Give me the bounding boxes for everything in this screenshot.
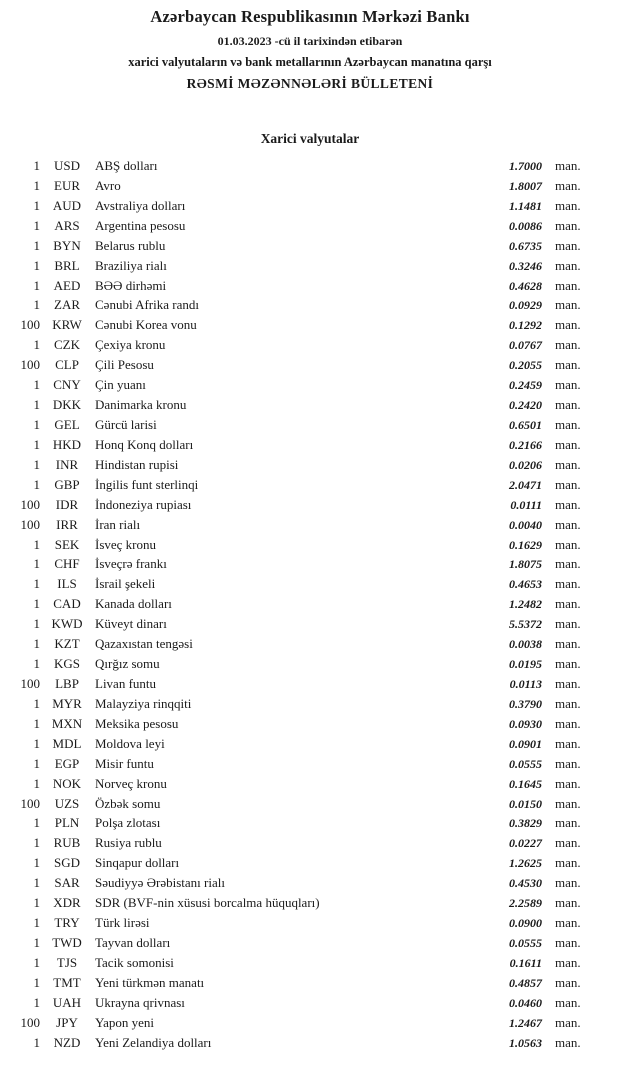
currency-name: BƏƏ dirhəmi — [95, 277, 167, 293]
currency-quantity: 1 — [33, 895, 40, 911]
currency-name: Livan funtu — [95, 675, 157, 691]
rate-row — [6, 395, 590, 415]
unit-suffix: man. — [555, 636, 581, 652]
currency-rate: 0.4628 — [509, 278, 542, 293]
currency-name: Yeni Zelandiya dolları — [95, 1034, 212, 1050]
rate-row — [6, 714, 590, 734]
currency-name: Yeni türkmən manatı — [95, 974, 205, 990]
unit-suffix: man. — [555, 1034, 581, 1050]
section-title-foreign-currencies: Xarici valyutalar — [260, 131, 360, 146]
currency-quantity: 1 — [33, 456, 40, 472]
currency-rate: 0.0150 — [509, 796, 542, 811]
unit-suffix: man. — [555, 656, 581, 672]
currency-code: TJS — [56, 954, 78, 970]
currency-quantity: 1 — [33, 576, 40, 592]
rate-row — [6, 933, 590, 953]
currency-name: İngilis funt sterlinqi — [95, 476, 199, 492]
rate-row — [6, 674, 590, 694]
rate-row — [6, 614, 590, 634]
currency-name: Misir funtu — [95, 755, 154, 771]
unit-suffix: man. — [555, 915, 581, 931]
currency-name: Tacik somonisi — [95, 954, 174, 970]
currency-quantity: 1 — [33, 616, 40, 632]
currency-name: Malayziya rinqqiti — [95, 695, 192, 711]
rates-table-body — [0, 156, 620, 1052]
currency-name: Özbək somu — [95, 795, 161, 811]
currency-quantity: 1 — [33, 556, 40, 572]
currency-name: Meksika pesosu — [95, 715, 179, 731]
currency-quantity: 1 — [33, 636, 40, 652]
currency-name: Hindistan rupisi — [95, 456, 179, 472]
currency-rate: 0.0930 — [509, 716, 542, 731]
currency-rate: 0.0195 — [509, 657, 542, 672]
currency-rate: 1.0563 — [509, 1035, 542, 1050]
rate-row — [6, 1013, 590, 1033]
currency-quantity: 100 — [20, 357, 40, 373]
currency-rate: 0.2459 — [509, 378, 542, 393]
rate-row — [6, 774, 590, 794]
currency-code: BYN — [53, 237, 81, 253]
currency-rate: 0.0086 — [509, 218, 542, 233]
currency-quantity: 1 — [33, 994, 40, 1010]
currency-quantity: 1 — [33, 915, 40, 931]
currency-name: Cənubi Korea vonu — [95, 317, 197, 333]
currency-rate: 0.4530 — [509, 876, 542, 891]
rate-row — [6, 475, 590, 495]
currency-name: Çexiya kronu — [95, 337, 166, 353]
currency-quantity: 1 — [33, 835, 40, 851]
unit-suffix: man. — [555, 476, 581, 492]
currency-code: CAD — [53, 596, 81, 612]
rate-row — [6, 893, 590, 913]
currency-quantity: 1 — [33, 177, 40, 193]
currency-code: IDR — [55, 496, 79, 512]
unit-suffix: man. — [555, 855, 581, 871]
currency-name: Çin yuanı — [95, 377, 146, 393]
currency-quantity: 1 — [33, 416, 40, 432]
unit-suffix: man. — [555, 297, 581, 313]
rate-row — [6, 754, 590, 774]
unit-suffix: man. — [555, 257, 581, 273]
currency-rate: 0.0113 — [509, 676, 542, 691]
currency-quantity: 1 — [33, 397, 40, 413]
unit-suffix: man. — [555, 974, 581, 990]
currency-rate: 0.0206 — [509, 457, 542, 472]
unit-suffix: man. — [555, 217, 581, 233]
currency-quantity: 1 — [33, 237, 40, 253]
currency-rate: 1.2625 — [509, 856, 542, 871]
document-header — [0, 7, 620, 92]
currency-rate: 0.6501 — [509, 417, 542, 432]
currency-quantity: 100 — [20, 675, 40, 691]
rate-row — [6, 335, 590, 355]
currency-quantity: 1 — [33, 974, 40, 990]
effective-date-line: 01.03.2023 -cü il tarixindən etibarən — [217, 34, 403, 48]
rate-row — [6, 694, 590, 714]
rate-row — [6, 495, 590, 515]
rate-row — [6, 295, 590, 315]
currency-rate: 0.0227 — [509, 836, 542, 851]
currency-name: Polşa zlotası — [95, 815, 161, 831]
currency-name: Tayvan dolları — [95, 934, 171, 950]
unit-suffix: man. — [555, 536, 581, 552]
unit-suffix: man. — [555, 675, 581, 691]
currency-name: Sinqapur dolları — [95, 855, 180, 871]
currency-rate: 0.4857 — [509, 975, 542, 990]
currency-quantity: 1 — [33, 476, 40, 492]
unit-suffix: man. — [555, 616, 581, 632]
rate-row — [6, 515, 590, 535]
currency-quantity: 1 — [33, 934, 40, 950]
currency-rate: 0.1629 — [509, 537, 542, 552]
rate-row — [6, 953, 590, 973]
currency-code: ILS — [57, 576, 77, 592]
rate-row — [6, 734, 590, 754]
rate-row — [6, 1033, 590, 1053]
currency-rate: 0.0901 — [509, 736, 542, 751]
currency-quantity: 1 — [33, 277, 40, 293]
currency-quantity: 1 — [33, 337, 40, 353]
currency-code: NOK — [52, 775, 82, 791]
currency-name: Yapon yeni — [95, 1014, 154, 1030]
unit-suffix: man. — [555, 994, 581, 1010]
rate-row — [6, 415, 590, 435]
rate-row — [6, 176, 590, 196]
rate-row — [6, 813, 590, 833]
currency-quantity: 1 — [33, 596, 40, 612]
currency-name: Gürcü larisi — [95, 416, 157, 432]
unit-suffix: man. — [555, 934, 581, 950]
currency-code: KGS — [53, 656, 80, 672]
currency-rate: 0.1611 — [509, 955, 542, 970]
currency-rate: 0.1645 — [509, 776, 542, 791]
bulletin-title: RƏSMİ MƏZƏNNƏLƏRİ BÜLLETENİ — [186, 76, 434, 91]
currency-code: XDR — [53, 895, 81, 911]
rate-row — [6, 833, 590, 853]
currency-name: Qazaxıstan tengəsi — [95, 636, 193, 652]
currency-rate: 0.2055 — [509, 358, 542, 373]
currency-quantity: 1 — [33, 656, 40, 672]
currency-name: Braziliya rialı — [95, 257, 167, 273]
currency-code: KRW — [52, 317, 82, 333]
rate-row — [6, 375, 590, 395]
currency-code: CNY — [53, 377, 81, 393]
rate-row — [6, 315, 590, 335]
currency-quantity: 1 — [33, 158, 40, 173]
rate-row — [6, 196, 590, 216]
currency-rate: 0.1292 — [509, 318, 542, 333]
currency-code: DKK — [52, 397, 82, 413]
currency-code: IRR — [56, 516, 78, 532]
currency-quantity: 1 — [33, 954, 40, 970]
currency-name: Argentina pesosu — [95, 217, 186, 233]
currency-rate: 2.0471 — [509, 477, 542, 492]
currency-rate: 1.7000 — [509, 159, 542, 173]
currency-code: SAR — [54, 875, 80, 891]
unit-suffix: man. — [555, 815, 581, 831]
unit-suffix: man. — [555, 516, 581, 532]
unit-suffix: man. — [555, 695, 581, 711]
rate-row — [6, 913, 590, 933]
currency-quantity: 1 — [33, 715, 40, 731]
rate-row — [6, 993, 590, 1013]
unit-suffix: man. — [555, 496, 581, 512]
currency-code: ARS — [54, 217, 80, 233]
currency-code: CLP — [55, 357, 79, 373]
currency-code: PLN — [54, 815, 80, 831]
currency-quantity: 1 — [33, 1034, 40, 1050]
currency-code: TRY — [54, 915, 80, 931]
rate-row — [6, 435, 590, 455]
currency-name: SDR (BVF-nin xüsusi borcalma hüquqları) — [95, 895, 320, 911]
unit-suffix: man. — [555, 197, 581, 213]
unit-suffix: man. — [555, 237, 581, 253]
rate-row — [6, 574, 590, 594]
currency-name: Avstraliya dolları — [95, 197, 186, 213]
currency-quantity: 1 — [33, 436, 40, 452]
currency-name: Belarus rublu — [95, 237, 166, 253]
currency-code: UAH — [52, 994, 82, 1010]
currency-rate: 0.2166 — [509, 437, 542, 452]
currency-rate: 0.0038 — [509, 637, 542, 652]
rate-row — [6, 554, 590, 574]
currency-rate: 0.0460 — [509, 995, 542, 1010]
currency-quantity: 100 — [20, 496, 40, 512]
currency-code: BRL — [54, 257, 80, 273]
currency-name: İsveçrə frankı — [95, 556, 167, 572]
currency-rate: 0.3829 — [509, 816, 542, 831]
currency-rate: 0.0555 — [509, 935, 542, 950]
scope-line: xarici valyutaların və bank metallarının Azərbaycan manatına qarşı — [128, 55, 492, 69]
rate-row — [6, 973, 590, 993]
unit-suffix: man. — [555, 158, 581, 173]
rate-row — [6, 236, 590, 256]
currency-quantity: 100 — [20, 317, 40, 333]
currency-rate: 1.2467 — [509, 1015, 542, 1030]
rate-row — [6, 873, 590, 893]
currency-name: Danimarka kronu — [95, 397, 187, 413]
rate-row — [6, 594, 590, 614]
currency-rate: 1.2482 — [509, 597, 542, 612]
currency-name: Türk lirəsi — [95, 915, 150, 931]
currency-code: MYR — [52, 695, 82, 711]
currency-quantity: 1 — [33, 377, 40, 393]
unit-suffix: man. — [555, 436, 581, 452]
currency-rate: 1.1481 — [509, 198, 542, 213]
currency-quantity: 1 — [33, 197, 40, 213]
currency-name: Norveç kronu — [95, 775, 167, 791]
currency-name: Rusiya rublu — [95, 835, 162, 851]
currency-quantity: 1 — [33, 755, 40, 771]
currency-name: Ukrayna qrivnası — [95, 994, 185, 1010]
currency-code: LBP — [55, 675, 79, 691]
currency-rate: 2.2589 — [509, 896, 542, 911]
currency-code: TWD — [52, 934, 82, 950]
currency-code: MXN — [51, 715, 83, 731]
currency-rate: 5.5372 — [509, 617, 542, 632]
bank-title: Azərbaycan Respublikasının Mərkəzi Bankı — [150, 7, 470, 26]
currency-quantity: 1 — [33, 855, 40, 871]
unit-suffix: man. — [555, 954, 581, 970]
unit-suffix: man. — [555, 735, 581, 751]
rate-row — [6, 216, 590, 236]
currency-name: Səudiyyə Ərəbistanı rialı — [95, 875, 225, 891]
currency-rate: 0.3790 — [509, 696, 542, 711]
rate-row — [6, 634, 590, 654]
rate-row — [6, 276, 590, 296]
currency-quantity: 1 — [33, 217, 40, 233]
currency-code: AUD — [52, 197, 82, 213]
currency-rate: 0.3246 — [509, 258, 542, 273]
currency-code: CZK — [54, 337, 80, 353]
currency-rate: 0.0767 — [509, 338, 542, 353]
unit-suffix: man. — [555, 177, 581, 193]
currency-rate: 1.8075 — [509, 557, 542, 572]
rate-row — [6, 355, 590, 375]
unit-suffix: man. — [555, 795, 581, 811]
rate-row — [6, 654, 590, 674]
currency-code: UZS — [54, 795, 80, 811]
currency-rate: 0.4653 — [509, 577, 542, 592]
unit-suffix: man. — [555, 835, 581, 851]
currency-code: HKD — [52, 436, 82, 452]
currency-quantity: 1 — [33, 536, 40, 552]
currency-name: ABŞ dolları — [95, 158, 158, 173]
unit-suffix: man. — [555, 357, 581, 373]
currency-rate: 1.8007 — [509, 178, 542, 193]
currency-quantity: 100 — [20, 1014, 40, 1030]
currency-name: Çili Pesosu — [95, 357, 154, 373]
rate-row — [6, 455, 590, 475]
unit-suffix: man. — [555, 317, 581, 333]
unit-suffix: man. — [555, 576, 581, 592]
currency-code: ZAR — [54, 297, 80, 313]
currency-code: KWD — [51, 616, 83, 632]
currency-quantity: 1 — [33, 815, 40, 831]
currency-code: INR — [55, 456, 79, 472]
unit-suffix: man. — [555, 596, 581, 612]
currency-code: EGP — [54, 755, 80, 771]
currency-code: JPY — [56, 1014, 78, 1030]
currency-code: AED — [53, 277, 81, 293]
currency-quantity: 1 — [33, 297, 40, 313]
currency-name: Kanada dolları — [95, 596, 172, 612]
unit-suffix: man. — [555, 895, 581, 911]
currency-code: SGD — [53, 855, 80, 871]
currency-rate: 0.0900 — [509, 916, 542, 931]
currency-quantity: 1 — [33, 775, 40, 791]
unit-suffix: man. — [555, 775, 581, 791]
currency-name: İsrail şekeli — [95, 576, 156, 592]
currency-quantity: 1 — [33, 735, 40, 751]
currency-code: GBP — [54, 476, 80, 492]
currency-quantity: 1 — [33, 875, 40, 891]
currency-quantity: 1 — [33, 695, 40, 711]
unit-suffix: man. — [555, 456, 581, 472]
rate-row — [6, 794, 590, 814]
currency-code: KZT — [54, 636, 80, 652]
unit-suffix: man. — [555, 277, 581, 293]
currency-code: USD — [53, 158, 80, 173]
currency-rate: 0.6735 — [509, 238, 542, 253]
currency-code: MDL — [52, 735, 82, 751]
currency-name: Honq Konq dolları — [95, 436, 194, 452]
unit-suffix: man. — [555, 337, 581, 353]
rate-row — [6, 535, 590, 555]
unit-suffix: man. — [555, 875, 581, 891]
currency-code: CHF — [54, 556, 80, 572]
currency-name: Küveyt dinarı — [95, 616, 167, 632]
currency-quantity: 100 — [20, 795, 40, 811]
currency-name: Avro — [95, 177, 121, 193]
currency-quantity: 1 — [33, 257, 40, 273]
currency-rate: 0.0040 — [509, 517, 542, 532]
currency-rate: 0.0111 — [510, 497, 542, 512]
currency-quantity: 100 — [20, 516, 40, 532]
currency-rate: 0.2420 — [509, 398, 542, 413]
currency-name: İran rialı — [95, 516, 141, 532]
currency-name: Qırğız somu — [95, 656, 160, 672]
currency-name: Moldova leyi — [95, 735, 165, 751]
currency-rate: 0.0929 — [509, 298, 542, 313]
unit-suffix: man. — [555, 715, 581, 731]
currency-code: SEK — [54, 536, 80, 552]
currency-code: RUB — [53, 835, 81, 851]
unit-suffix: man. — [555, 397, 581, 413]
unit-suffix: man. — [555, 416, 581, 432]
rate-row — [6, 853, 590, 873]
unit-suffix: man. — [555, 377, 581, 393]
unit-suffix: man. — [555, 1014, 581, 1030]
currency-name: İsveç kronu — [95, 536, 157, 552]
rate-row — [6, 156, 590, 176]
unit-suffix: man. — [555, 755, 581, 771]
currency-code: EUR — [54, 177, 80, 193]
currency-rate: 0.0555 — [509, 756, 542, 771]
unit-suffix: man. — [555, 556, 581, 572]
currency-code: NZD — [53, 1034, 81, 1050]
currency-name: Cənubi Afrika randı — [95, 297, 199, 313]
currency-code: GEL — [54, 416, 80, 432]
currency-code: TMT — [53, 974, 81, 990]
rate-row — [6, 256, 590, 276]
currency-name: İndoneziya rupiası — [95, 496, 192, 512]
